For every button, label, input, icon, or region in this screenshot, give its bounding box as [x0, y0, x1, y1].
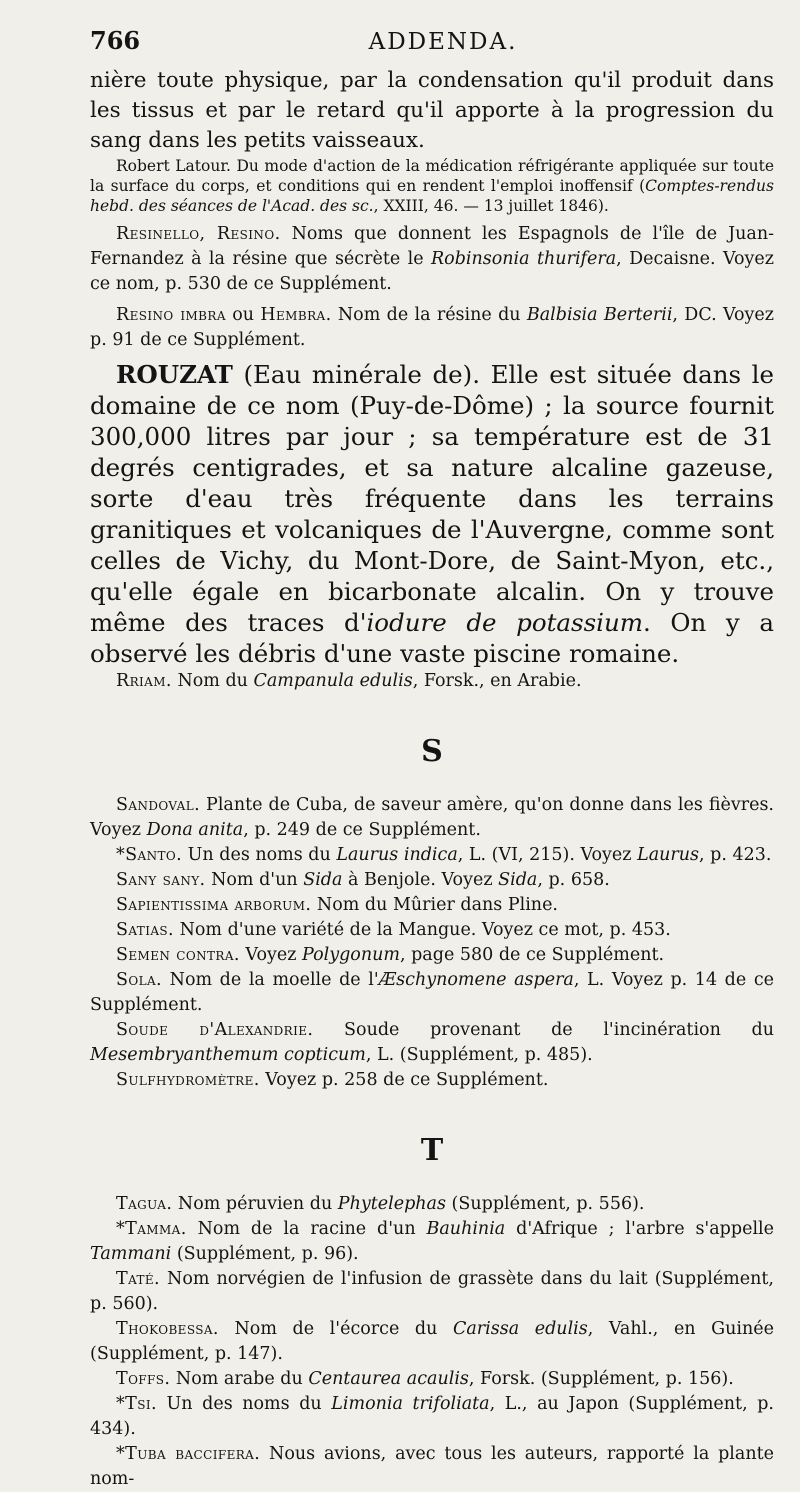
entry-tuba-baccifera: *Tuba baccifera. Nous avions, avec tous les auteurs, rapporté la plante nom- — [90, 1444, 775, 1489]
intro-paragraph: nière toute physique, par la condensation qu'il produit dans les tissus et par le retard qu'il apporte à la progression du sang dans les petits vaisseaux. — [90, 68, 774, 153]
entry-sapientissima: Sapientissima arborum. Nom du Mûrier dans Pline. — [116, 895, 558, 915]
page-number: 766 — [90, 26, 141, 55]
entry-santo: *Santo. Un des noms du Laurus indica, L. (VI, 215). Voyez Laurus, p. 423. — [116, 845, 772, 865]
section-letter-s: S — [421, 734, 443, 769]
entry-thokobessa: Thokobessa. Nom de l'écorce du Carissa edulis, Vahl., en Guinée (Supplément, p. 147). — [90, 1319, 775, 1364]
entry-tate: Taté. Nom norvégien de l'infusion de grassète dans du lait (Supplément, p. 560). — [90, 1269, 774, 1314]
entry-soude: Soude d'Alexandrie. Soude provenant de l'incinération du Mesembryanthemum copticum, L. (Supplément, p. 485). — [90, 1020, 774, 1065]
entry-sany-sany: Sany sany. Nom d'un Sida à Benjole. Voyez Sida, p. 658. — [116, 870, 610, 890]
entry-tsi: *Tsi. Un des noms du Limonia trifoliata, L., au Japon (Supplément, p. 434). — [90, 1394, 774, 1439]
page-header — [90, 26, 774, 66]
entry-sola: Sola. Nom de la moelle de l'Æschynomene aspera, L. Voyez p. 14 de ce Supplément. — [90, 970, 774, 1015]
entry-resinello: Resinello, Resino. Noms que donnent les Espagnols de l'île de Juan-Fernandez à la résine que sécrète le Robinsonia thurifera, Decaisne. Voyez ce nom, p. 530 de ce Supplément. — [90, 224, 774, 294]
entry-rriam: Rriam. Nom du Campanula edulis, Forsk., en Arabie. — [116, 671, 582, 691]
reference-latour: Robert Latour. Du mode d'action de la médication réfrigérante appliquée sur toute la surface du corps, et conditions qui en rendent l'emploi inoffensif (Comptes-rendus hebd. des séances de l'Acad. des sc., XXIII, 46. — 13 juillet 1846). — [90, 157, 774, 215]
running-title: ADDENDA. — [368, 29, 518, 55]
entry-rouzat: ROUZAT (Eau minérale de). Elle est située dans le domaine de ce nom (Puy-de-Dôme) ; la source fournit 300,000 litres par jour ; sa température est de 31 degrés centigrades, et sa nature alcaline gazeuse, sorte d'eau très fréquente dans les terrains granitiques et volcaniques de l'Auvergne, comme sont celles de Vichy, du Mont-Dore, de Saint-Myon, etc., qu'elle égale en bicarbonate alcalin. On y trouve même des traces d'iodure de potassium. On y a observé les débris d'une vaste piscine romaine. — [90, 360, 774, 668]
section-letter-t: T — [420, 1133, 444, 1168]
entry-resino-imbra: Resino imbra ou Hembra. Nom de la résine du Balbisia Berterii, DC. Voyez p. 91 de ce Supplément. — [90, 305, 775, 350]
entry-sulfhydrometre: Sulfhydromètre. Voyez p. 258 de ce Supplément. — [116, 1070, 549, 1090]
entry-tagua: Tagua. Nom péruvien du Phytelephas (Supplément, p. 556). — [116, 1194, 645, 1214]
entry-tamma: *Tamma. Nom de la racine d'un Bauhinia d'Afrique ; l'arbre s'appelle Tammani (Supplément, p. 96). — [90, 1219, 774, 1264]
entry-toffs: Toffs. Nom arabe du Centaurea acaulis, Forsk. (Supplément, p. 156). — [116, 1369, 734, 1389]
entry-semen-contra: Semen contra. Voyez Polygonum, page 580 de ce Supplément. — [116, 945, 665, 965]
entry-satias: Satias. Nom d'une variété de la Mangue. Voyez ce mot, p. 453. — [116, 920, 671, 940]
entry-sandoval: Sandoval. Plante de Cuba, de saveur amère, qu'on donne dans les fièvres. Voyez Dona anita, p. 249 de ce Supplément. — [90, 795, 774, 840]
